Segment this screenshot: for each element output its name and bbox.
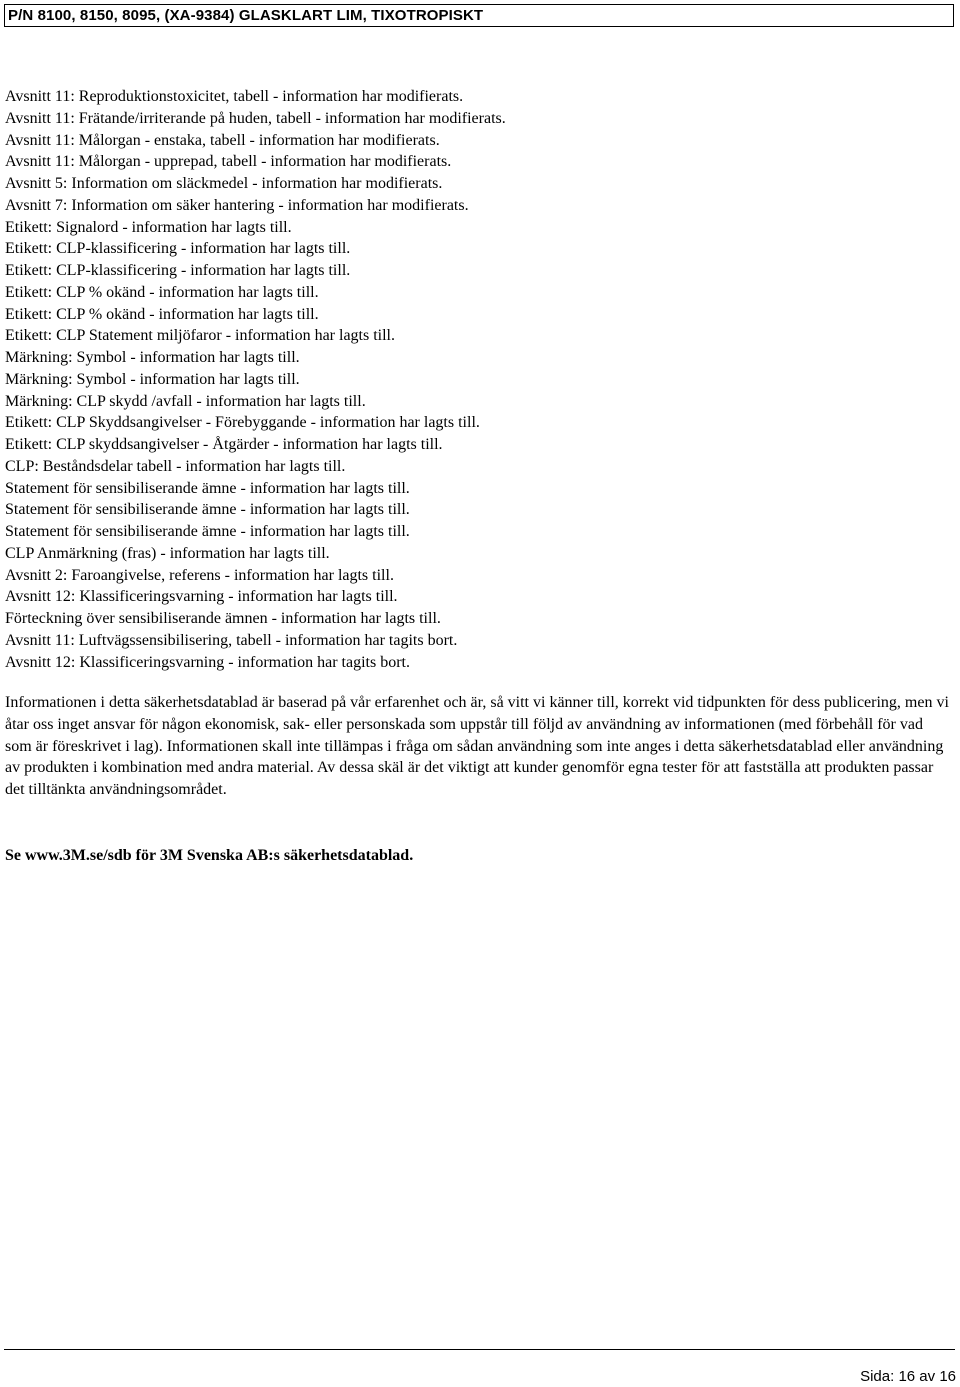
change-item: Märkning: Symbol - information har lagts till.: [5, 370, 300, 388]
change-item: Märkning: Symbol - information har lagts till.: [5, 349, 300, 366]
change-item: CLP Anmärkning (fras) - information har lagts till.: [5, 544, 330, 562]
change-item: Etikett: CLP Skyddsangivelser - Förebyggande - information har lagts till.: [5, 414, 480, 432]
change-item: Avsnitt 12: Klassificeringsvarning - information har tagits bort.: [5, 653, 410, 671]
footer-divider: [4, 1349, 955, 1350]
change-item: Etikett: CLP % okänd - information har lagts till.: [5, 283, 319, 301]
disclaimer-paragraph: Informationen i detta säkerhetsdatablad är baserad på vår erfarenhet och är, så vitt vi känner till, korrekt vid tidpunkten för dess publicering, men vi åtar oss inget ansvar för någon ekonomisk, sak- eller personskada som uppstår till följd av användning av informationen (med förbehåll för vad som är föreskrivet i lag). Informationen skall inte tillämpas i fråga om sådan användning som inte anges i detta säkerhetsdatablad eller användning av produkten i kombination med andra material. Av dessa skäl är det viktigt att kunder genomför egna tester för att fastställa att produkten passar det tilltänkta användningsområdet.: [5, 694, 949, 798]
change-item: Avsnitt 2: Faroangivelse, referens - information har lagts till.: [5, 566, 394, 584]
revision-changes-list: [5, 86, 506, 673]
change-item: Statement för sensibiliserande ämne - information har lagts till.: [5, 479, 410, 497]
change-item: Avsnitt 11: Reproduktionstoxicitet, tabell - information har modifierats.: [5, 88, 464, 105]
change-item: Avsnitt 11: Luftvägssensibilisering, tabell - information har tagits bort.: [5, 631, 458, 649]
change-item: Statement för sensibiliserande ämne - information har lagts till.: [5, 523, 410, 540]
document-header: [4, 4, 954, 27]
change-item: Avsnitt 7: Information om säker hantering - information har modifierats.: [5, 196, 469, 214]
change-item: Avsnitt 11: Frätande/irriterande på huden, tabell - information har modifierats.: [5, 109, 506, 127]
change-item: Etikett: CLP-klassificering - information har lagts till.: [5, 240, 351, 258]
page-number: Sida: 16 av 16: [860, 1368, 956, 1385]
change-item: Etikett: Signalord - information har lagts till.: [5, 218, 292, 236]
change-item: CLP: Beståndsdelar tabell - information har lagts till.: [5, 457, 346, 475]
change-item: Etikett: CLP Statement miljöfaror - information har lagts till.: [5, 327, 395, 345]
document-title: P/N 8100, 8150, 8095, (XA-9384) GLASKLART LIM, TIXOTROPISKT: [8, 7, 484, 24]
change-item: Avsnitt 5: Information om släckmedel - information har modifierats.: [5, 175, 443, 192]
change-item: Etikett: CLP-klassificering - information har lagts till.: [5, 262, 351, 279]
change-item: Etikett: CLP skyddsangivelser - Åtgärder - information har lagts till.: [5, 436, 443, 453]
change-item: Märkning: CLP skydd /avfall - information har lagts till.: [5, 392, 366, 410]
change-item: Förteckning över sensibiliserande ämnen - information har lagts till.: [5, 610, 441, 627]
sds-reference-note: Se www.3M.se/sdb för 3M Svenska AB:s säkerhetsdatablad.: [5, 847, 414, 864]
change-item: Avsnitt 12: Klassificeringsvarning - information har lagts till.: [5, 588, 398, 606]
change-item: Etikett: CLP % okänd - information har lagts till.: [5, 305, 319, 323]
change-item: Avsnitt 11: Målorgan - upprepad, tabell - information har modifierats.: [5, 153, 452, 171]
change-item: Statement för sensibiliserande ämne - information har lagts till.: [5, 501, 410, 519]
change-item: Avsnitt 11: Målorgan - enstaka, tabell - information har modifierats.: [5, 131, 440, 149]
